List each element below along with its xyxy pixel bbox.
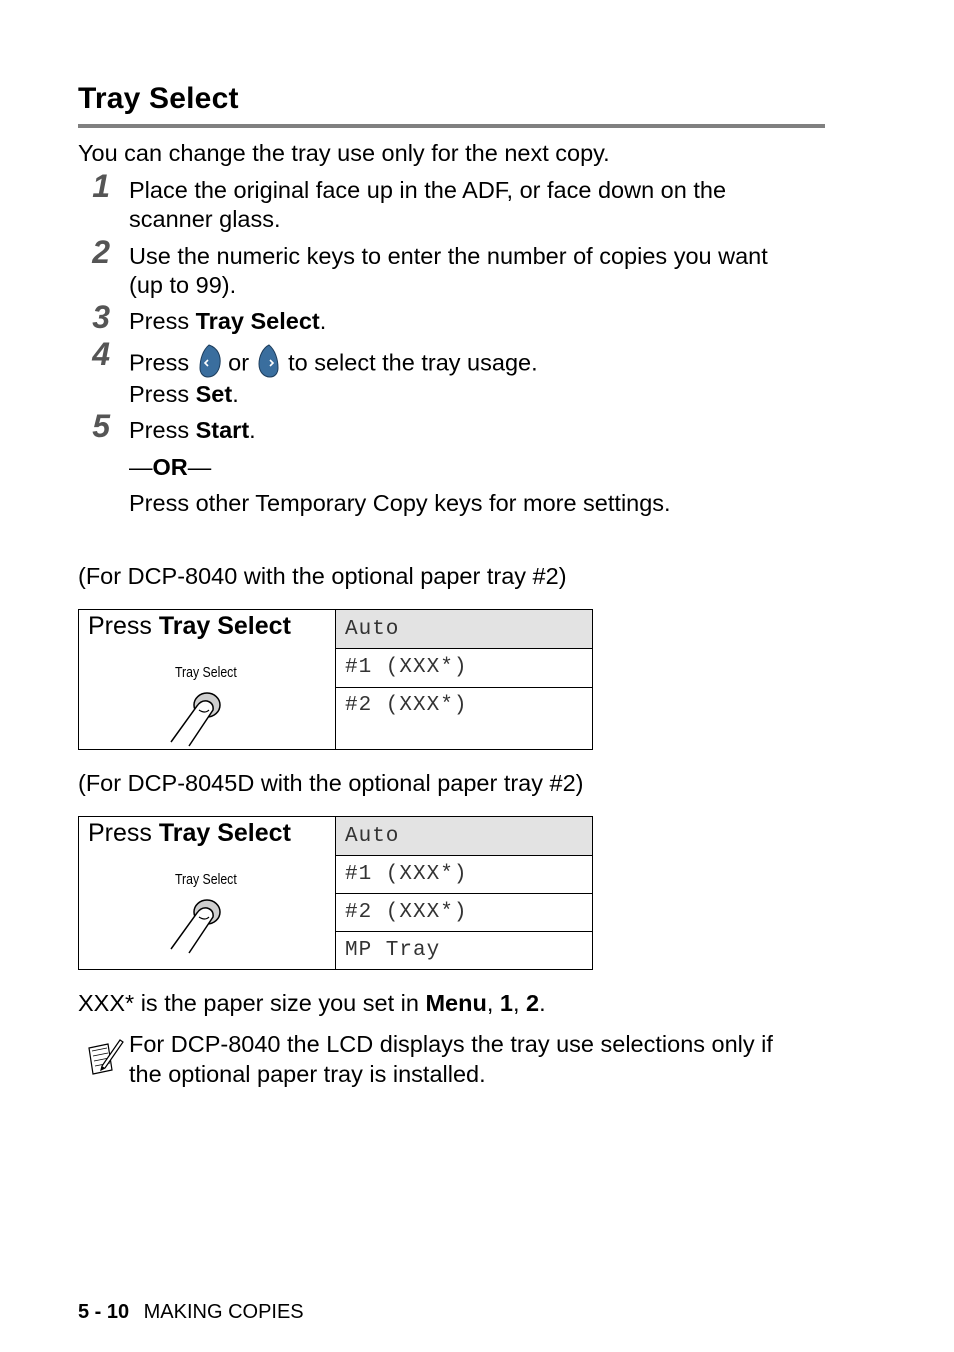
press-instruction: [88, 819, 291, 848]
or-separator: [129, 453, 211, 482]
press-key-cell: [79, 817, 336, 970]
page-footer: [78, 1301, 304, 1324]
or-dash-right: —: [187, 454, 212, 480]
step-5-line-3: Press other Temporary Copy keys for more settings.: [129, 490, 671, 516]
set-key-name: Set: [195, 381, 233, 407]
paper-size-note: [78, 989, 546, 1018]
key-label: Tray Select: [175, 664, 237, 681]
press-key-name: Tray Select: [158, 819, 291, 847]
note-post: .: [539, 990, 546, 1016]
lcd-option-tray-1: #1 (XXX*): [336, 649, 593, 687]
step-4-l2-post: .: [232, 381, 239, 407]
note-pencil-icon: [86, 1036, 124, 1076]
finger-press-icon: [169, 690, 229, 750]
intro-text: You can change the tray use only for the next copy.: [78, 140, 610, 166]
start-key-name: Start: [195, 417, 250, 443]
step-5-pre: Press: [129, 417, 196, 443]
step-1-line-2: scanner glass.: [129, 206, 281, 232]
page-title: Tray Select: [78, 82, 239, 115]
up-arrow-key-icon: [196, 344, 222, 385]
or-dash-left: —: [129, 454, 153, 480]
tray-select-table-dcp8045d: [78, 816, 593, 970]
lcd-option-auto: Auto: [336, 817, 593, 856]
down-arrow-key-icon: [256, 344, 282, 385]
step-4-line-2: [129, 380, 239, 409]
menu-key-2: 2: [526, 990, 540, 1016]
finger-press-icon: [169, 897, 229, 957]
step-2-line-1: Use the numeric keys to enter the number of copies you want: [129, 243, 768, 269]
section-2-caption: (For DCP-8045D with the optional paper tray #2): [78, 770, 584, 796]
step-2-line-2: (up to 99).: [129, 272, 237, 298]
step-5-line-1: [129, 416, 256, 445]
note-line-1: For DCP-8040 the LCD displays the tray use selections only if: [129, 1031, 773, 1057]
step-4-pre: Press: [129, 349, 196, 376]
step-4-post: to select the tray usage.: [281, 349, 538, 376]
lcd-option-tray-1: #1 (XXX*): [336, 856, 593, 894]
title-rule: [78, 124, 825, 128]
note-pre: XXX* is the paper size you set in: [78, 990, 426, 1016]
step-number-2: 2: [92, 234, 110, 270]
step-4-line-1: [129, 344, 538, 385]
menu-key-name: Menu: [425, 990, 487, 1016]
note-sep-1: ,: [486, 990, 500, 1016]
section-1-caption: (For DCP-8040 with the optional paper tray #2): [78, 563, 567, 589]
tray-select-table-dcp8040: [78, 609, 593, 750]
page-number: 5 - 10: [78, 1301, 130, 1323]
step-5-post: .: [249, 417, 256, 443]
key-label: Tray Select: [175, 871, 237, 888]
lcd-option-mp-tray: MP Tray: [336, 932, 593, 970]
step-number-5: 5: [92, 408, 110, 444]
step-number-3: 3: [92, 299, 110, 335]
note-line-2: the optional paper tray is installed.: [129, 1061, 486, 1087]
step-3-post: .: [319, 308, 327, 334]
press-pre: Press: [88, 819, 159, 847]
step-number-1: 1: [92, 168, 110, 204]
step-1-line-1: Place the original face up in the ADF, or face down on the: [129, 177, 727, 203]
press-key-cell: [79, 610, 336, 750]
step-number-4: 4: [92, 336, 110, 372]
lcd-option-tray-2: #2 (XXX*): [336, 894, 593, 932]
menu-key-1: 1: [499, 990, 513, 1016]
tray-select-key-name: Tray Select: [195, 308, 320, 334]
step-4-l2-pre: Press: [129, 381, 196, 407]
step-3-text: [129, 307, 326, 336]
press-pre: Press: [88, 612, 159, 640]
or-text: OR: [152, 454, 188, 480]
press-instruction: [88, 612, 291, 641]
step-3-pre: Press: [129, 308, 196, 334]
note-sep-2: ,: [512, 990, 527, 1016]
chapter-name: MAKING COPIES: [143, 1301, 304, 1323]
press-key-name: Tray Select: [158, 612, 291, 640]
lcd-option-tray-2: #2 (XXX*): [336, 687, 593, 749]
step-4-mid: or: [221, 349, 256, 376]
lcd-option-auto: Auto: [336, 610, 593, 649]
